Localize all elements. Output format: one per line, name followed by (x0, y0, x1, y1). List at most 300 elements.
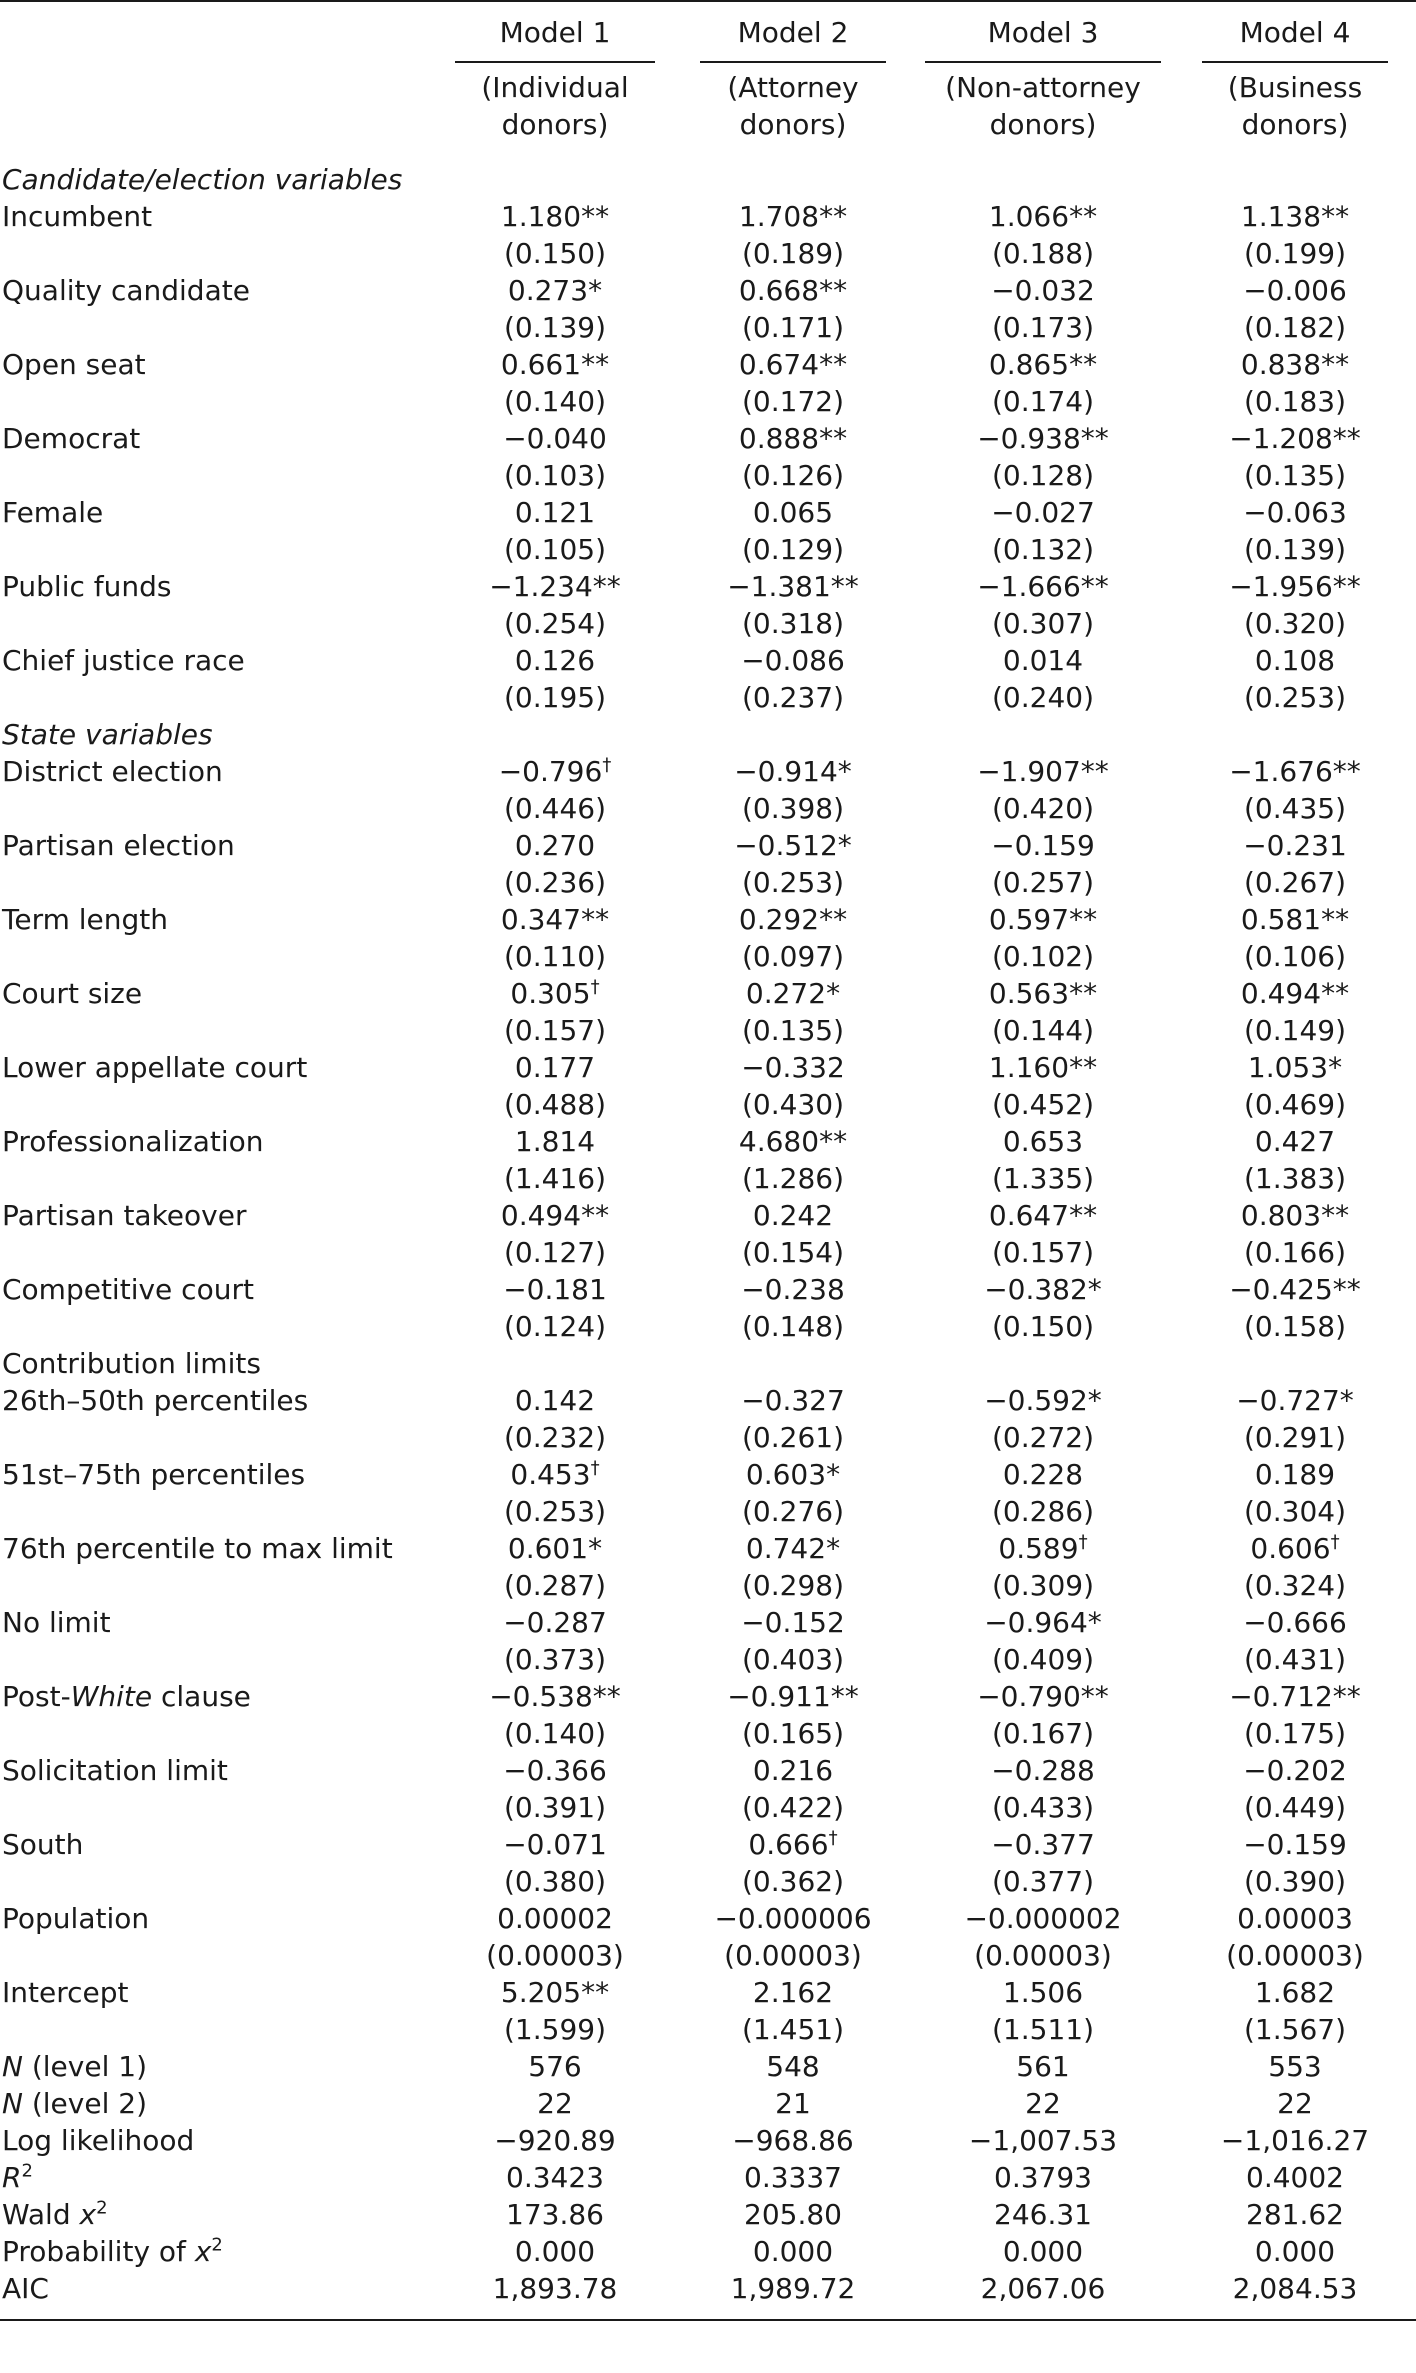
stat-value-ll-m1: −920.89 (494, 2124, 616, 2157)
coefficient: 0.494** (1240, 977, 1350, 1010)
coefficient: −0.666 (1243, 1606, 1347, 1639)
stat-ll-label: Log likelihood (2, 2124, 195, 2157)
se-row-partisan (0, 864, 1416, 901)
coefficient: 0.216 (752, 1754, 834, 1787)
coef-row-female (0, 494, 1416, 531)
model-1-header (436, 14, 674, 63)
coef-cell-term-m3 (912, 901, 1174, 938)
coef-cell-population-m4 (1174, 1900, 1416, 1937)
standard-error-district-m1: (0.446) (503, 792, 606, 825)
standard-error-south-m2: (0.362) (741, 1865, 844, 1898)
standard-error-intercept-m4: (1.567) (1243, 2013, 1346, 2046)
variable-label-district (0, 753, 436, 790)
coefficient: −0.712** (1229, 1680, 1361, 1713)
significance-dagger: † (602, 754, 612, 776)
standard-error-quality-m1: (0.139) (503, 311, 606, 344)
se-row-blank (0, 1012, 436, 1049)
standard-error-postwhite-m1: (0.140) (503, 1717, 606, 1750)
header-blank (0, 14, 436, 63)
regression-table-body (0, 1, 1416, 2320)
coef-cell-competitive-m3 (912, 1271, 1174, 1308)
stat-prob-label-italic: x (194, 2235, 212, 2268)
se-row-blank (0, 1641, 436, 1678)
coefficient: 0.292** (738, 903, 848, 936)
coef-cell-district-m1 (436, 753, 674, 790)
coefficient: −0.159 (991, 829, 1095, 862)
coef-cell-competitive-m1 (436, 1271, 674, 1308)
standard-error-open-m1: (0.140) (503, 385, 606, 418)
stat-value-aic-m4: 2,084.53 (1232, 2272, 1358, 2305)
standard-error-female-m2: (0.129) (741, 533, 844, 566)
stat-label-wald (0, 2196, 436, 2233)
coefficient: −0.964* (984, 1606, 1102, 1639)
coefficient: −0.287 (503, 1606, 607, 1639)
section-label-state: State variables (2, 718, 213, 751)
variable-label-p51 (0, 1456, 436, 1493)
significance-dagger: † (1330, 1531, 1340, 1553)
variable-label-public (0, 568, 436, 605)
se-row-blank (0, 679, 436, 716)
variable-nolimit-label: No limit (2, 1606, 111, 1639)
coefficient: −1.208** (1229, 422, 1361, 455)
stat-wald-label-italic: x (79, 2198, 97, 2231)
coef-cell-p26-m4 (1174, 1382, 1416, 1419)
coef-row-district (0, 753, 1416, 790)
coefficient: −0.382* (984, 1273, 1102, 1306)
variable-label-intercept (0, 1974, 436, 2011)
standard-error-democrat-m4: (0.135) (1243, 459, 1346, 492)
se-row-solicit (0, 1789, 1416, 1826)
coef-cell-open-m3 (912, 346, 1174, 383)
coefficient: 0.305 (510, 977, 591, 1010)
coef-cell-p26-m3 (912, 1382, 1174, 1419)
standard-error-term-m1: (0.110) (503, 940, 606, 973)
coef-cell-quality-m4 (1174, 272, 1416, 309)
coef-cell-district-m4 (1174, 753, 1416, 790)
model-1-desc-line2: donors) (501, 108, 609, 141)
standard-error-female-m4: (0.139) (1243, 533, 1346, 566)
standard-error-nolimit-m2: (0.403) (741, 1643, 844, 1676)
variable-label-term (0, 901, 436, 938)
coef-cell-p76-m4 (1174, 1530, 1416, 1567)
standard-error-courtsize-m3: (0.144) (991, 1014, 1094, 1047)
coef-cell-takeover-m2 (674, 1197, 912, 1234)
coefficient: −0.790** (977, 1680, 1109, 1713)
coef-cell-public-m2 (674, 568, 912, 605)
standard-error-nolimit-m3: (0.409) (991, 1643, 1094, 1676)
se-row-district (0, 790, 1416, 827)
coefficient: −0.032 (991, 274, 1095, 307)
coefficient: 0.563** (988, 977, 1098, 1010)
coefficient: −0.538** (489, 1680, 621, 1713)
coef-cell-chief-m3 (912, 642, 1174, 679)
coef-cell-courtsize-m4 (1174, 975, 1416, 1012)
coef-cell-solicit-m3 (912, 1752, 1174, 1789)
standard-error-population-m1: (0.00003) (486, 1939, 624, 1972)
model-3-title: Model 3 (925, 14, 1161, 63)
variable-label-quality (0, 272, 436, 309)
se-row-blank (0, 383, 436, 420)
se-row-competitive (0, 1308, 1416, 1345)
coefficient: 4.680** (738, 1125, 848, 1158)
se-row-nolimit (0, 1641, 1416, 1678)
coef-cell-south-m3 (912, 1826, 1174, 1863)
se-row-blank (0, 457, 436, 494)
se-row-blank (0, 531, 436, 568)
coef-cell-public-m3 (912, 568, 1174, 605)
coef-cell-term-m2 (674, 901, 912, 938)
coef-cell-prof-m3 (912, 1123, 1174, 1160)
coef-row-term (0, 901, 1416, 938)
stat-label-r2 (0, 2159, 436, 2196)
coef-cell-quality-m1 (436, 272, 674, 309)
coefficient: 0.121 (514, 496, 596, 529)
standard-error-prof-m2: (1.286) (741, 1162, 844, 1195)
coef-cell-intercept-m3 (912, 1974, 1174, 2011)
standard-error-democrat-m2: (0.126) (741, 459, 844, 492)
model-3-header (912, 14, 1174, 63)
standard-error-p76-m3: (0.309) (991, 1569, 1094, 1602)
coefficient: 0.189 (1254, 1458, 1336, 1491)
variable-female-label: Female (2, 496, 104, 529)
coef-cell-female-m1 (436, 494, 674, 531)
coef-cell-nolimit-m2 (674, 1604, 912, 1641)
coef-cell-lower-m3 (912, 1049, 1174, 1086)
significance-dagger: † (590, 976, 600, 998)
variable-label-south (0, 1826, 436, 1863)
stat-value-n1-m3: 561 (1016, 2050, 1070, 2083)
standard-error-competitive-m2: (0.148) (741, 1310, 844, 1343)
model-3-desc-line1: (Non-attorney (945, 71, 1141, 104)
coef-cell-public-m1 (436, 568, 674, 605)
standard-error-quality-m2: (0.171) (741, 311, 844, 344)
se-row-postwhite (0, 1715, 1416, 1752)
coef-cell-term-m4 (1174, 901, 1416, 938)
standard-error-intercept-m3: (1.511) (991, 2013, 1094, 2046)
coefficient: 0.108 (1254, 644, 1336, 677)
model-2-desc-line2: donors) (739, 108, 847, 141)
standard-error-postwhite-m3: (0.167) (991, 1717, 1094, 1750)
se-row-takeover (0, 1234, 1416, 1271)
coefficient: 0.597** (988, 903, 1098, 936)
variable-partisan-label: Partisan election (2, 829, 235, 862)
stat-n2-label-italic: N (2, 2087, 23, 2120)
standard-error-prof-m3: (1.335) (991, 1162, 1094, 1195)
coef-row-chief (0, 642, 1416, 679)
model-1-description (436, 63, 674, 161)
coefficient: 0.668** (738, 274, 848, 307)
coefficient: 1.160** (988, 1051, 1098, 1084)
coef-cell-district-m2 (674, 753, 912, 790)
standard-error-quality-m3: (0.173) (991, 311, 1094, 344)
coef-cell-chief-m4 (1174, 642, 1416, 679)
variable-competitive-label: Competitive court (2, 1273, 254, 1306)
standard-error-district-m2: (0.398) (741, 792, 844, 825)
coefficient: 0.838** (1240, 348, 1350, 381)
stat-value-aic-m1: 1,893.78 (492, 2272, 618, 2305)
standard-error-solicit-m4: (0.449) (1243, 1791, 1346, 1824)
coef-cell-democrat-m1 (436, 420, 674, 457)
coefficient: −0.006 (1243, 274, 1347, 307)
stat-n1-label-italic: N (2, 2050, 23, 2083)
variable-label-democrat (0, 420, 436, 457)
coefficient: 0.661** (500, 348, 610, 381)
coef-cell-democrat-m2 (674, 420, 912, 457)
coefficient: 0.270 (514, 829, 596, 862)
coef-cell-p51-m4 (1174, 1456, 1416, 1493)
coef-cell-female-m4 (1174, 494, 1416, 531)
stat-label-aic (0, 2270, 436, 2307)
standard-error-solicit-m1: (0.391) (503, 1791, 606, 1824)
coefficient: −0.027 (991, 496, 1095, 529)
coef-cell-partisan-m1 (436, 827, 674, 864)
stat-value-ll-m2: −968.86 (732, 2124, 854, 2157)
section-header-contrib (0, 1345, 1416, 1382)
coef-cell-south-m1 (436, 1826, 674, 1863)
variable-label-lower (0, 1049, 436, 1086)
coef-cell-takeover-m3 (912, 1197, 1174, 1234)
coefficient: −0.938** (977, 422, 1109, 455)
standard-error-term-m3: (0.102) (991, 940, 1094, 973)
standard-error-competitive-m1: (0.124) (503, 1310, 606, 1343)
coef-row-public (0, 568, 1416, 605)
significance-dagger: † (1078, 1531, 1088, 1553)
se-row-blank (0, 1715, 436, 1752)
coef-cell-postwhite-m3 (912, 1678, 1174, 1715)
standard-error-district-m3: (0.420) (991, 792, 1094, 825)
standard-error-p26-m1: (0.232) (503, 1421, 606, 1454)
coef-cell-open-m4 (1174, 346, 1416, 383)
stat-value-n1-m2: 548 (766, 2050, 820, 2083)
stat-value-n2-m3: 22 (1025, 2087, 1061, 2120)
standard-error-open-m2: (0.172) (741, 385, 844, 418)
coef-cell-open-m1 (436, 346, 674, 383)
variable-quality-label: Quality candidate (2, 274, 250, 307)
variable-south-label: South (2, 1828, 84, 1861)
coef-cell-prof-m1 (436, 1123, 674, 1160)
coef-cell-quality-m2 (674, 272, 912, 309)
coef-cell-nolimit-m4 (1174, 1604, 1416, 1641)
coef-cell-lower-m2 (674, 1049, 912, 1086)
standard-error-competitive-m4: (0.158) (1243, 1310, 1346, 1343)
coefficient: −0.914* (734, 755, 852, 788)
variable-solicit-label: Solicitation limit (2, 1754, 228, 1787)
coef-cell-incumbent-m1 (436, 198, 674, 235)
variable-label-p26 (0, 1382, 436, 1419)
coefficient: 1.506 (1002, 1976, 1084, 2009)
stat-value-prob-m4: 0.000 (1254, 2235, 1336, 2268)
standard-error-p26-m2: (0.261) (741, 1421, 844, 1454)
stat-label-ll (0, 2122, 436, 2159)
standard-error-south-m4: (0.390) (1243, 1865, 1346, 1898)
model-description-row (0, 63, 1416, 161)
se-row-blank (0, 309, 436, 346)
stat-value-n2-m4: 22 (1277, 2087, 1313, 2120)
standard-error-south-m3: (0.377) (991, 1865, 1094, 1898)
standard-error-term-m4: (0.106) (1243, 940, 1346, 973)
coef-row-lower (0, 1049, 1416, 1086)
model-header-row (0, 14, 1416, 63)
coef-cell-incumbent-m4 (1174, 198, 1416, 235)
stat-n2-label-suffix: (level 2) (22, 2087, 147, 2120)
stat-prob-label-prefix: Probability of (2, 2235, 195, 2268)
stat-prob-label-superscript: 2 (211, 2234, 223, 2256)
coef-cell-solicit-m2 (674, 1752, 912, 1789)
coef-cell-open-m2 (674, 346, 912, 383)
variable-incumbent-label: Incumbent (2, 200, 153, 233)
bottom-rule-cell (0, 2307, 1416, 2320)
standard-error-prof-m1: (1.416) (503, 1162, 606, 1195)
stat-value-r2-m3: 0.3793 (994, 2161, 1092, 2194)
coef-cell-prof-m4 (1174, 1123, 1416, 1160)
coefficient: −0.152 (741, 1606, 845, 1639)
coefficient: 0.242 (752, 1199, 834, 1232)
coefficient: 1.138** (1240, 200, 1350, 233)
stat-label-prob (0, 2233, 436, 2270)
se-row-quality (0, 309, 1416, 346)
stat-value-prob-m1: 0.000 (514, 2235, 596, 2268)
variable-label-postwhite (0, 1678, 436, 1715)
coefficient: 0.453 (510, 1458, 591, 1491)
coef-cell-p51-m2 (674, 1456, 912, 1493)
coef-row-p26 (0, 1382, 1416, 1419)
coef-cell-postwhite-m4 (1174, 1678, 1416, 1715)
standard-error-incumbent-m2: (0.189) (741, 237, 844, 270)
standard-error-lower-m1: (0.488) (503, 1088, 606, 1121)
coefficient: −0.238 (741, 1273, 845, 1306)
coef-cell-population-m1 (436, 1900, 674, 1937)
coef-cell-south-m2 (674, 1826, 912, 1863)
coefficient: 0.603* (745, 1458, 841, 1491)
coefficient: −0.592* (984, 1384, 1102, 1417)
model-2-title: Model 2 (700, 14, 886, 63)
coefficient: −0.332 (741, 1051, 845, 1084)
se-row-blank (0, 1419, 436, 1456)
coef-row-solicit (0, 1752, 1416, 1789)
variable-p51-label: 51st–75th percentiles (2, 1458, 306, 1491)
coef-row-partisan (0, 827, 1416, 864)
coefficient: −0.181 (503, 1273, 607, 1306)
standard-error-takeover-m3: (0.157) (991, 1236, 1094, 1269)
standard-error-postwhite-m4: (0.175) (1243, 1717, 1346, 1750)
coef-cell-p51-m3 (912, 1456, 1174, 1493)
variable-label-chief (0, 642, 436, 679)
standard-error-intercept-m1: (1.599) (503, 2013, 606, 2046)
model-3-description (912, 63, 1174, 161)
standard-error-p51-m1: (0.253) (503, 1495, 606, 1528)
standard-error-south-m1: (0.380) (503, 1865, 606, 1898)
coef-row-postwhite (0, 1678, 1416, 1715)
stat-value-r2-m2: 0.3337 (744, 2161, 842, 2194)
standard-error-public-m4: (0.320) (1243, 607, 1346, 640)
standard-error-takeover-m2: (0.154) (741, 1236, 844, 1269)
coefficient: −0.327 (741, 1384, 845, 1417)
stat-label-n1 (0, 2048, 436, 2085)
coefficient: 0.273* (507, 274, 603, 307)
stat-row-n1 (0, 2048, 1416, 2085)
coef-cell-postwhite-m1 (436, 1678, 674, 1715)
stat-row-prob (0, 2233, 1416, 2270)
standard-error-chief-m3: (0.240) (991, 681, 1094, 714)
se-row-female (0, 531, 1416, 568)
coefficient: −0.063 (1243, 496, 1347, 529)
stat-r2-label-superscript: 2 (21, 2160, 33, 2182)
coef-cell-nolimit-m3 (912, 1604, 1174, 1641)
coef-cell-courtsize-m1 (436, 975, 674, 1012)
standard-error-incumbent-m3: (0.188) (991, 237, 1094, 270)
se-row-courtsize (0, 1012, 1416, 1049)
coef-row-population (0, 1900, 1416, 1937)
se-row-blank (0, 1160, 436, 1197)
coefficient: 1.066** (988, 200, 1098, 233)
variable-prof-label: Professionalization (2, 1125, 264, 1158)
se-row-chief (0, 679, 1416, 716)
coef-cell-nolimit-m1 (436, 1604, 674, 1641)
standard-error-partisan-m4: (0.267) (1243, 866, 1346, 899)
stat-value-wald-m2: 205.80 (744, 2198, 842, 2231)
coef-row-incumbent (0, 198, 1416, 235)
coefficient: 0.601* (507, 1532, 603, 1565)
standard-error-democrat-m1: (0.103) (503, 459, 606, 492)
coefficient: −0.000002 (964, 1902, 1122, 1935)
stat-value-n1-m1: 576 (528, 2050, 582, 2083)
coef-row-quality (0, 272, 1416, 309)
coef-cell-competitive-m4 (1174, 1271, 1416, 1308)
standard-error-p51-m2: (0.276) (741, 1495, 844, 1528)
model-2-description (674, 63, 912, 161)
stat-value-wald-m1: 173.86 (506, 2198, 604, 2231)
coef-cell-p51-m1 (436, 1456, 674, 1493)
model-4-description (1174, 63, 1416, 161)
coef-cell-incumbent-m3 (912, 198, 1174, 235)
section-header-state (0, 716, 1416, 753)
model-2-desc-line1: (Attorney (727, 71, 859, 104)
variable-democrat-label: Democrat (2, 422, 141, 455)
coefficient: 0.177 (514, 1051, 596, 1084)
standard-error-intercept-m2: (1.451) (741, 2013, 844, 2046)
coefficient: 1.708** (738, 200, 848, 233)
coef-cell-prof-m2 (674, 1123, 912, 1160)
se-row-blank (0, 2011, 436, 2048)
variable-label-nolimit (0, 1604, 436, 1641)
standard-error-partisan-m1: (0.236) (503, 866, 606, 899)
coef-cell-p26-m2 (674, 1382, 912, 1419)
coef-cell-intercept-m4 (1174, 1974, 1416, 2011)
standard-error-p76-m2: (0.298) (741, 1569, 844, 1602)
coefficient: 0.581** (1240, 903, 1350, 936)
variable-label-p76 (0, 1530, 436, 1567)
coef-row-open (0, 346, 1416, 383)
standard-error-population-m2: (0.00003) (724, 1939, 862, 1972)
variable-postwhite-label-suffix: clause (152, 1680, 251, 1713)
variable-postwhite-label-prefix: Post- (2, 1680, 71, 1713)
standard-error-lower-m3: (0.452) (991, 1088, 1094, 1121)
se-row-blank (0, 1937, 436, 1974)
variable-courtsize-label: Court size (2, 977, 143, 1010)
coef-row-nolimit (0, 1604, 1416, 1641)
se-row-blank (0, 1789, 436, 1826)
se-row-lower (0, 1086, 1416, 1123)
coefficient: 0.674** (738, 348, 848, 381)
se-row-blank (0, 235, 436, 272)
coefficient: 0.803** (1240, 1199, 1350, 1232)
coef-cell-chief-m2 (674, 642, 912, 679)
stat-aic-label: AIC (2, 2272, 49, 2305)
variable-takeover-label: Partisan takeover (2, 1199, 247, 1232)
coefficient: 0.142 (514, 1384, 596, 1417)
coef-cell-partisan-m4 (1174, 827, 1416, 864)
section-header-candidate (0, 161, 1416, 198)
